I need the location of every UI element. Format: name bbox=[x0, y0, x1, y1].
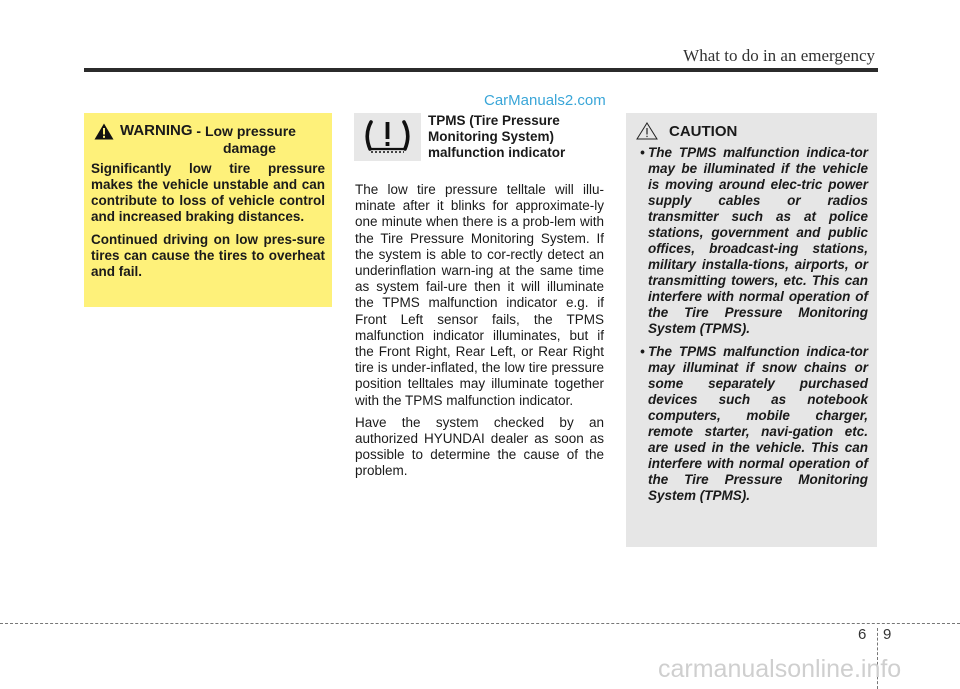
tpms-warning-icon bbox=[354, 113, 421, 161]
warning-box bbox=[84, 113, 332, 307]
body-paragraph: The low tire pressure telltale will illu-minate after it blinks for approximate-ly one minute when there is a prob-lem with the Tire Pressure Monitoring System. If the system is able to cor-rectly detect an underinflation warn-ing at the same time as system fail-ure then it will illuminate the TPMS malfunction indicator e.g. if Front Left sensor fails, the TPMS malfunction indicator illuminates, but if the Front Right, Rear Left, or Rear Right tire is under-inflated, the low tire pressure position telltales may illuminate together with the TPMS malfunction indicator. bbox=[355, 182, 604, 408]
warning-label: WARNING bbox=[120, 122, 193, 139]
caution-box bbox=[626, 113, 877, 547]
body-paragraph: Have the system checked by an authorized HYUNDAI dealer as soon as possible to determine the cause of the problem. bbox=[355, 414, 604, 479]
caution-item-text: The TPMS malfunction indica-tor may illuminat if snow chains or some separately purchased devices such as notebook computers, mobile charger, remote starter, navi-gation etc. are used in the vehicle. This can interfere with normal operation of the Tire Pressure Monitoring System (TPMS). bbox=[648, 344, 868, 503]
caution-triangle-icon bbox=[636, 122, 658, 140]
tpms-indicator-title: TPMS (Tire Pressure Monitoring System) malfunction indicator bbox=[428, 113, 566, 160]
header-divider bbox=[84, 68, 878, 72]
chapter-number: 6 bbox=[858, 626, 867, 643]
warning-triangle-icon bbox=[94, 123, 114, 140]
warning-header bbox=[91, 123, 325, 140]
page-number: 9 bbox=[883, 626, 892, 643]
caution-label: CAUTION bbox=[669, 122, 738, 140]
list-item: • The TPMS malfunction indica-tor may illuminat if snow chains or some separately purchased devices such as notebook computers, mobile charger, remote starter, navi-gation etc. are used in the vehicle. This can interfere with normal operation of the Tire Pressure Monitoring System (TPMS). bbox=[640, 344, 868, 503]
caution-header bbox=[634, 122, 868, 140]
section-title: What to do in an emergency bbox=[683, 46, 875, 65]
watermark-top[interactable]: CarManuals2.com bbox=[484, 92, 606, 109]
warning-subtitle: - Low pressure bbox=[196, 123, 296, 139]
list-item: • The TPMS malfunction indica-tor may be illuminated if the vehicle is moving around elec-tric power supply cables or radios transmitter such as at police stations, government and public offices, broadcast-ing stations, military installa-tions, airports, or transmitting towers, etc. This can interfere with normal operation of the Tire Pressure Monitoring System (TPMS). bbox=[640, 145, 868, 336]
watermark-bottom[interactable]: carmanualsonline.info bbox=[658, 655, 902, 683]
tpms-indicator-panel bbox=[354, 113, 421, 161]
caution-list bbox=[634, 145, 868, 504]
body-text bbox=[355, 182, 604, 480]
caution-item-text: The TPMS malfunction indica-tor may be illuminated if the vehicle is moving around elec-tric power supply cables or radios transmitter such as at police stations, government and public offices, broadcast-ing stations, military installa-tions, airports, or transmitting towers, etc. This can interfere with normal operation of the Tire Pressure Monitoring System (TPMS). bbox=[648, 145, 868, 336]
warning-subtitle-continued: damage bbox=[223, 140, 276, 156]
footer-divider bbox=[0, 623, 960, 624]
warning-paragraph: Continued driving on low pres-sure tires can cause the tires to overheat and fail. bbox=[91, 232, 325, 279]
warning-paragraph: Significantly low tire pressure makes the vehicle unstable and can contribute to loss of vehicle control and increased braking distances. bbox=[91, 161, 325, 224]
